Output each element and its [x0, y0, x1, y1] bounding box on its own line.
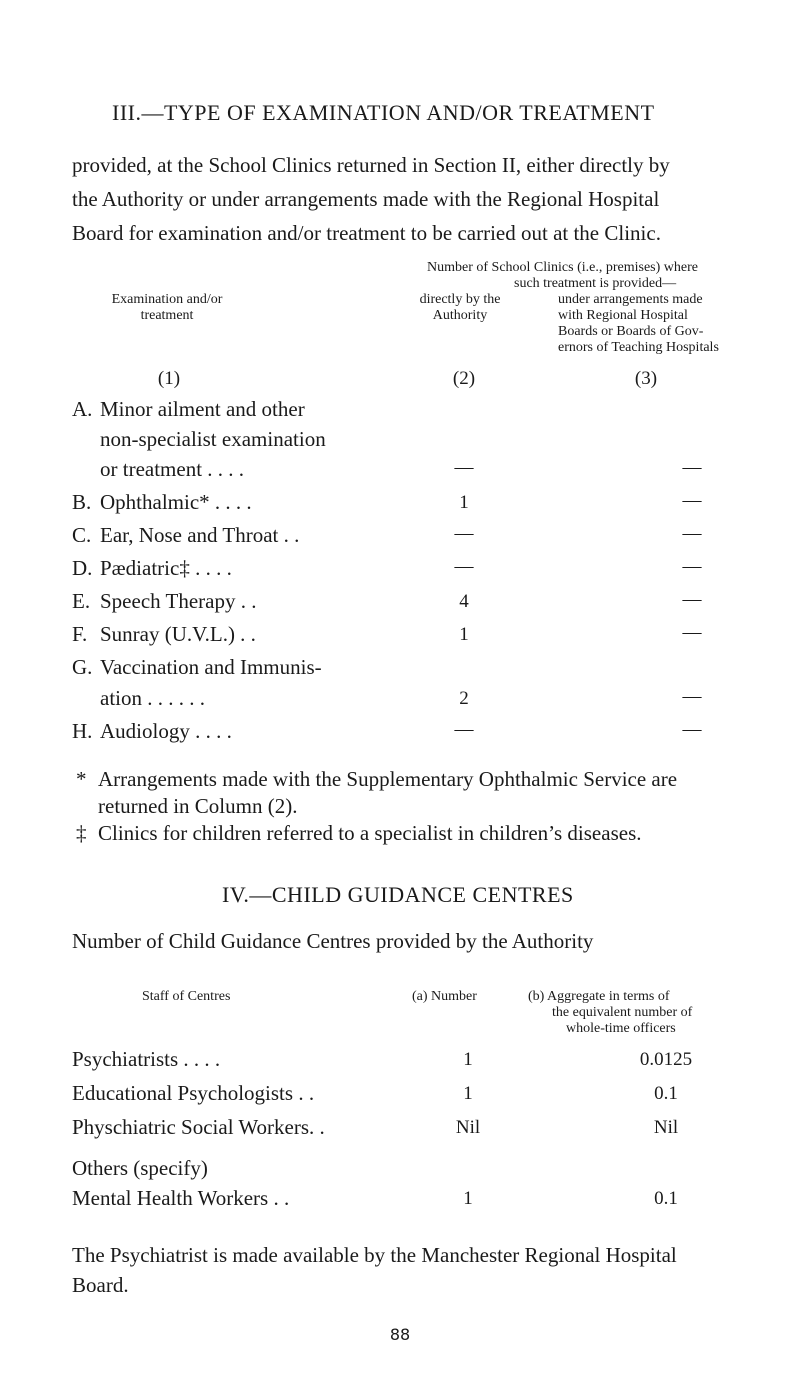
row-a-line-3: or treatment . . . . — [100, 457, 245, 481]
staff-row-2-number: 1 — [463, 1083, 473, 1104]
row-h-letter: H. — [72, 719, 93, 743]
staff-row-1-label: Psychiatrists . . . . — [72, 1047, 221, 1071]
staff-row-5-number: 1 — [463, 1188, 473, 1209]
staff-header-col1: Staff of Centres — [142, 989, 231, 1004]
row-c-col3: — — [682, 523, 702, 544]
col-num-3: (3) — [634, 368, 658, 389]
row-h-col2: — — [454, 719, 474, 740]
closing-line-2: Board. — [72, 1273, 129, 1297]
staff-row-2-aggregate: 0.1 — [654, 1083, 678, 1104]
intro-line-1: provided, at the School Clinics returned in Section II, either directly by — [72, 153, 670, 177]
row-g-line-2: ation . . . . . . — [100, 686, 205, 710]
staff-row-2-label: Educational Psychologists . . — [72, 1081, 315, 1105]
staff-row-1-aggregate: 0.0125 — [639, 1049, 693, 1070]
page-number: 88 — [389, 1325, 411, 1344]
row-a-line-2: non-specialist examination — [100, 427, 326, 451]
row-b-letter: B. — [72, 490, 92, 514]
row-d-col3: — — [682, 556, 702, 577]
header-col2-line-1: directly by the — [419, 292, 501, 307]
closing-line-1: The Psychiatrist is made available by the Manchester Regional Hospital — [72, 1243, 677, 1267]
row-c-label: Ear, Nose and Throat . . — [100, 523, 300, 547]
staff-row-3-label: Physchiatric Social Workers. . — [72, 1115, 325, 1139]
staff-header-col3-line-3: whole-time officers — [566, 1021, 676, 1036]
footnote-1-line-1: Arrangements made with the Supplementary Ophthalmic Service are — [98, 767, 678, 791]
row-a-line-1: Minor ailment and other — [100, 397, 305, 421]
staff-header-col2: (a) Number — [412, 989, 477, 1004]
footnote-2-line-1: Clinics for children referred to a specialist in children’s diseases. — [98, 821, 642, 845]
row-f-col3: — — [682, 622, 702, 643]
row-e-col2: 4 — [459, 591, 469, 612]
row-f-letter: F. — [72, 622, 88, 646]
header-col1-line-2: treatment — [140, 308, 194, 323]
row-h-label: Audiology . . . . — [100, 719, 232, 743]
row-g-letter: G. — [72, 655, 93, 679]
header-col3-line-4: ernors of Teaching Hospitals — [558, 340, 719, 355]
intro-line-3: Board for examination and/or treatment to be carried out at the Clinic. — [72, 221, 661, 245]
section-4-title: IV.—CHILD GUIDANCE CENTRES — [222, 882, 574, 907]
intro-line-2: the Authority or under arrangements made with the Regional Hospital — [72, 187, 660, 211]
row-e-letter: E. — [72, 589, 91, 613]
row-d-col2: — — [454, 556, 474, 577]
footnote-1-line-2: returned in Column (2). — [98, 794, 298, 818]
row-a-letter: A. — [72, 397, 93, 421]
section-3-title: III.—TYPE OF EXAMINATION AND/OR TREATMENT — [112, 100, 655, 125]
header-col3-line-1: under arrangements made — [558, 292, 703, 307]
row-e-label: Speech Therapy . . — [100, 589, 257, 613]
row-h-col3: — — [682, 719, 702, 740]
row-d-label: Pædiatric‡ . . . . — [100, 556, 232, 580]
row-b-label: Ophthalmic* . . . . — [100, 490, 252, 514]
header-top-line-1: Number of School Clinics (i.e., premises) where — [427, 260, 698, 275]
row-g-col3: — — [682, 686, 702, 707]
header-top-line-2: such treatment is provided— — [514, 276, 677, 291]
row-g-line-1: Vaccination and Immunis- — [100, 655, 322, 679]
row-c-col2: — — [454, 523, 474, 544]
col-num-2: (2) — [452, 368, 476, 389]
header-col3-line-3: Boards or Boards of Gov- — [558, 324, 704, 339]
header-col1-line-1: Examination and/or — [111, 292, 223, 307]
row-f-label: Sunray (U.V.L.) . . — [100, 622, 256, 646]
header-col3-line-2: with Regional Hospital — [558, 308, 688, 323]
footnote-1-mark: * — [76, 767, 87, 791]
staff-row-1-number: 1 — [463, 1049, 473, 1070]
row-a-col3: — — [682, 457, 702, 478]
row-f-col2: 1 — [459, 624, 469, 645]
staff-row-5-label: Mental Health Workers . . — [72, 1186, 290, 1210]
row-c-letter: C. — [72, 523, 92, 547]
footnote-2-mark: ‡ — [76, 821, 87, 845]
header-col2-line-2: Authority — [432, 308, 488, 323]
row-a-col2: — — [454, 457, 474, 478]
section-4-subtitle: Number of Child Guidance Centres provided by the Authority — [72, 929, 594, 953]
staff-row-3-aggregate: Nil — [653, 1117, 679, 1138]
row-d-letter: D. — [72, 556, 93, 580]
col-num-1: (1) — [157, 368, 181, 389]
row-b-col2: 1 — [459, 492, 469, 513]
staff-row-4-label: Others (specify) — [72, 1156, 208, 1180]
staff-row-3-number: Nil — [455, 1117, 481, 1138]
row-e-col3: — — [682, 589, 702, 610]
row-b-col3: — — [682, 490, 702, 511]
staff-header-col3-line-2: the equivalent number of — [552, 1005, 693, 1020]
staff-row-5-aggregate: 0.1 — [654, 1188, 678, 1209]
staff-header-col3-line-1: (b) Aggregate in terms of — [528, 989, 670, 1004]
row-g-col2: 2 — [459, 688, 469, 709]
